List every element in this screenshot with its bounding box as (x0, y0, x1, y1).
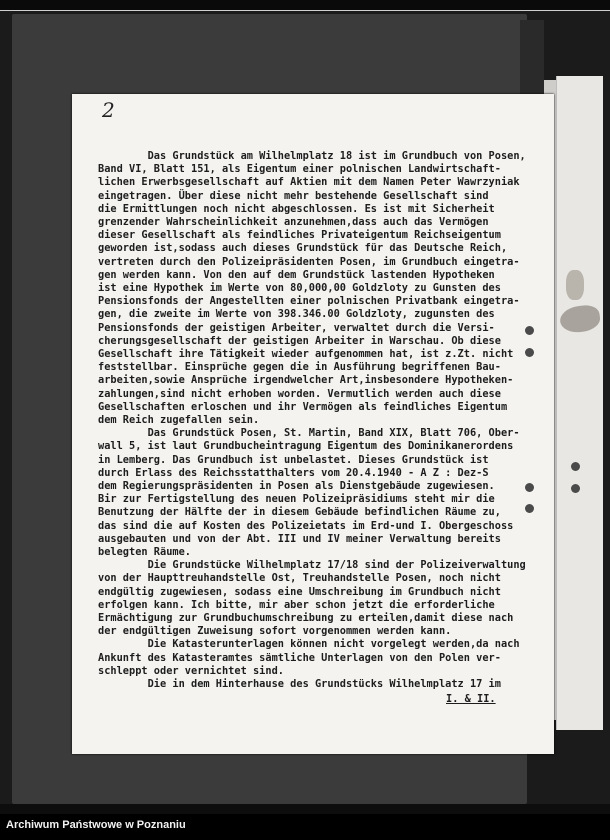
binder-strip (556, 76, 603, 730)
text-line: belegten Räume. (98, 546, 191, 558)
text-line: Gesellschaft ihre Tätigkeit wieder aufgenommen hat, ist z.Zt. nicht (98, 348, 514, 360)
text-line: Pensionsfonds der Angestellten einer polnischen Privatbank eingetra- (98, 295, 520, 308)
text-line: ausgebauten und von der Abt. III und IV meiner Verwaltung bereits (98, 532, 501, 545)
text-line: zahlungen,sind nicht erhoben worden. Vermutlich werden auch diese (98, 387, 501, 400)
text-line: durch Erlass des Reichsstatthalters vom 20.4.1940 - A Z : Dez-S (98, 466, 489, 479)
document-page (72, 94, 554, 754)
punch-hole (525, 483, 534, 492)
text-line: in Lemberg. Das Grundbuch ist unbelastet. Dieses Grundstück ist (98, 453, 489, 466)
punch-hole (525, 326, 534, 335)
text-line: schleppt oder vernichtet sind. (98, 664, 284, 677)
text-line: von der Haupttreuhandstelle Ost, Treuhandstelle Posen, noch nicht (98, 572, 501, 585)
text-line: ist eine Hypothek im Werte von 80,000,00 Goldzloty zu Gunsten des (98, 282, 501, 294)
text-line: feststellbar. Einsprüche gegen die in Ausführung begriffenen Bau- (98, 361, 501, 374)
continuation-note: I. & II. (446, 693, 496, 706)
text-line: das sind die auf Kosten des Polizeietats im Erd-und I. Obergeschoss (98, 519, 514, 532)
text-line: geworden ist,sodass auch dieses Grundstück für das Deutsche Reich, (98, 242, 508, 255)
text-line: gen, die zweite im Werte von 398.346.00 Goldzloty, zugunsten des (98, 308, 495, 321)
text-line: Gesellschaften erloschen und ihr Vermögen als feindliches Eigentum (98, 400, 508, 413)
text-line: erfolgen kann. Ich bitte, mir aber schon jetzt die erforderliche (98, 598, 495, 611)
punch-hole (525, 504, 534, 513)
text-line: cherungsgesellschaft der geistigen Arbeiter in Warschau. Ob diese (98, 334, 501, 347)
text-line: gen werden kann. Von den auf dem Grundstück lastenden Hypotheken (98, 268, 495, 281)
text-line: eingetragen. Über diese nicht mehr bestehende Gesellschaft sind (98, 189, 489, 202)
text-line: Die in dem Hinterhause des Grundstücks Wilhelmplatz 17 im (98, 678, 501, 690)
text-line: arbeiten,sowie Ansprüche irgendwelcher Art,insbesondere Hypotheken- (98, 374, 514, 387)
film-edge-top (0, 0, 610, 11)
text-line: Das Grundstück am Wilhelmplatz 18 ist im Grundbuch von Posen, (98, 150, 526, 162)
punch-hole (571, 484, 580, 493)
text-line: Band VI, Blatt 151, als Eigentum einer polnischen Landwirtschaft- (98, 163, 501, 176)
film-edge-bottom (0, 804, 610, 814)
text-line: wall 5, ist laut Grundbucheintragung Eigentum des Dominikanerordens (98, 440, 514, 453)
text-line: dem Reich zugefallen sein. (98, 414, 260, 426)
archive-name: Archiwum Państwowe w Poznaniu (6, 819, 186, 831)
text-line: vertreten durch den Polizeipräsidenten Posen, im Grundbuch eingetra- (98, 255, 520, 268)
archive-footer (0, 814, 610, 840)
text-line: Ankunft des Katasteramtes sämtliche Unterlagen von den Polen ver- (98, 651, 501, 664)
punch-hole (571, 462, 580, 471)
binding-ribbon-knot (566, 270, 584, 300)
text-line: grenzender Wahrscheinlichkeit anzunehmen,dass auch das Vermögen (98, 216, 489, 228)
text-line: Pensionsfonds der geistigen Arbeiter, verwaltet durch die Versi- (98, 321, 495, 334)
text-line: Ermächtigung zur Grundbuchumschreibung zu erteilen,damit diese nach (98, 612, 514, 624)
text-line: die Ermittlungen noch nicht abgeschlossen. Es ist mit Sicherheit (98, 202, 495, 215)
text-line: dem Regierungspräsidenten in Posen als Dienstgebäude zugewiesen. (98, 480, 495, 492)
punch-hole (525, 348, 534, 357)
text-line: Bir zur Fertigstellung des neuen Polizeipräsidiums steht mir die (98, 493, 495, 506)
text-line: Die Katasterunterlagen können nicht vorgelegt werden,da nach (98, 638, 520, 651)
text-line: der endgültigen Zuweisung sofort vorgenommen werden kann. (98, 625, 452, 638)
text-line: dieser Gesellschaft als feindliches Privateigentum Reichseigentum (98, 229, 501, 242)
text-line: endgültig zugewiesen, sodass eine Umschreibung im Grundbuch nicht (98, 585, 501, 598)
text-line: Die Grundstücke Wilhelmplatz 17/18 sind der Polizeiverwaltung (98, 559, 526, 572)
page-number: 2 (102, 98, 115, 122)
text-line: Benutzung der Hälfte der in diesem Gebäude befindlichen Räume zu, (98, 506, 501, 519)
text-line: Das Grundstück Posen, St. Martin, Band XIX, Blatt 706, Ober- (98, 427, 520, 440)
text-line: lichen Erwerbsgesellschaft auf Aktien mit dem Namen Peter Wawrzyniak (98, 176, 520, 189)
